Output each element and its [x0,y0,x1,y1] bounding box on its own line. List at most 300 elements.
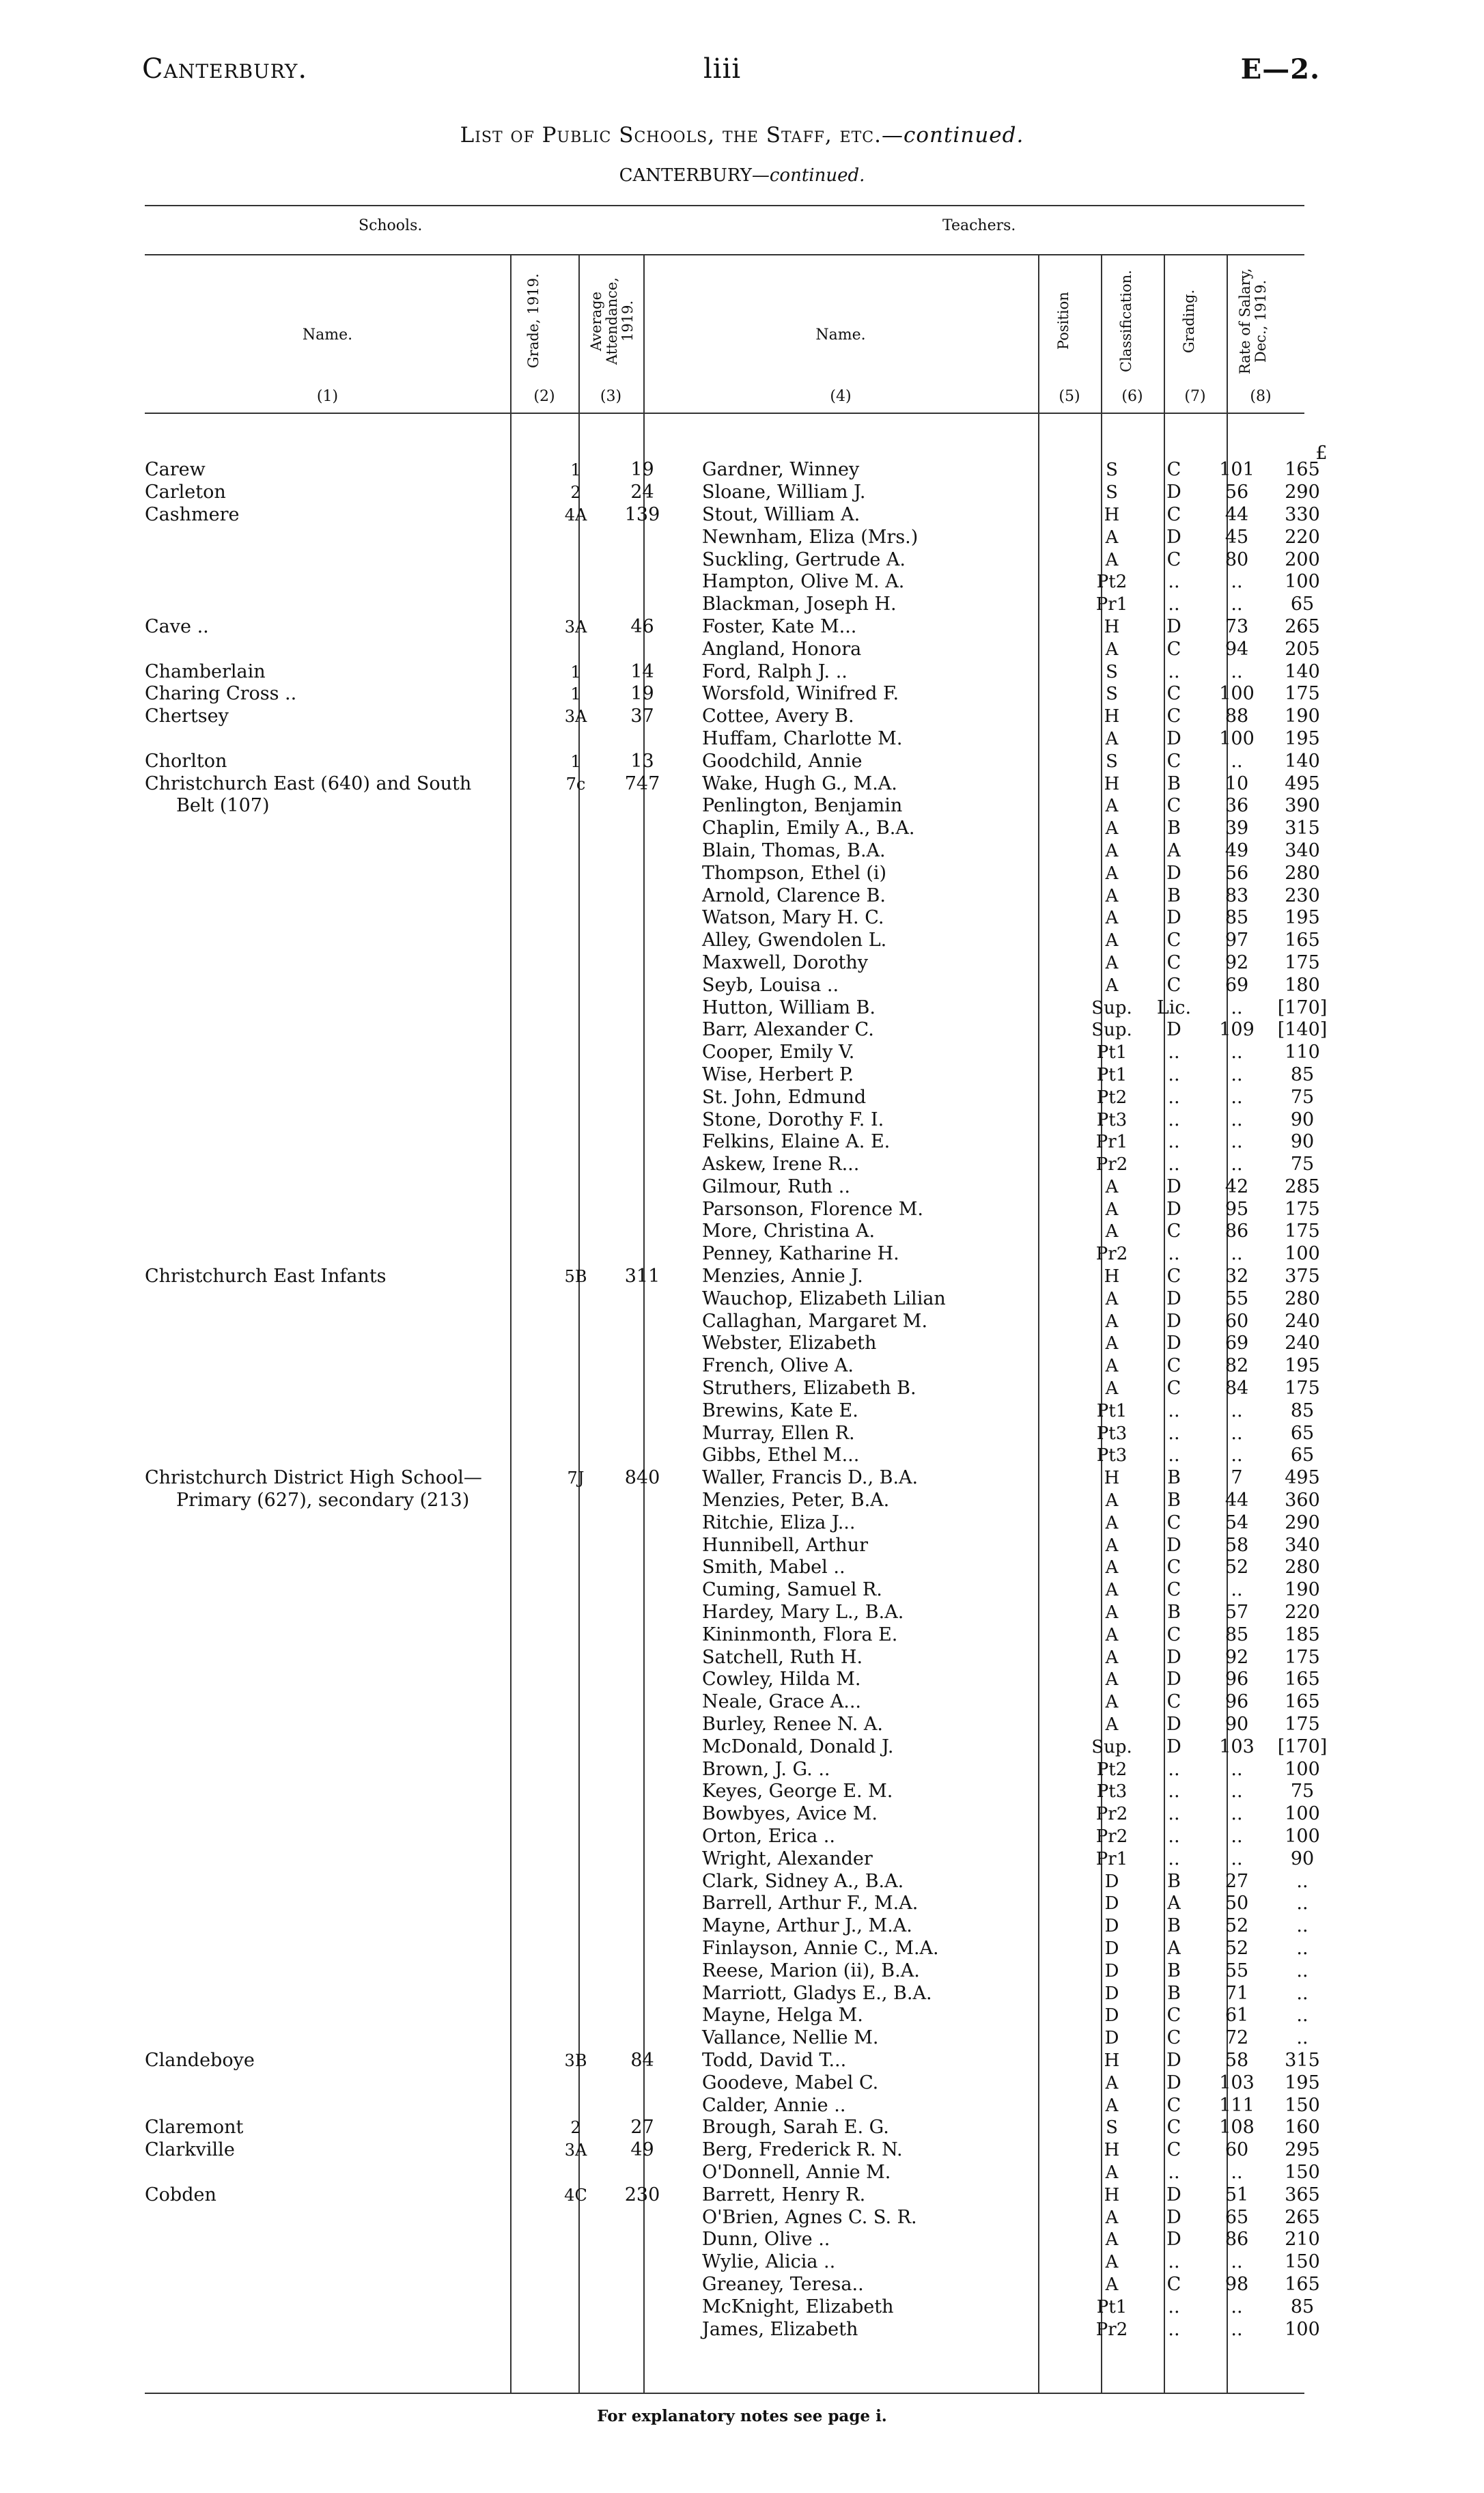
table-row [145,2139,1336,2162]
position-cell: Sup. [1091,1020,1132,1041]
teacher-name-cell: Arnold, Clarence B. [702,885,886,906]
table-row [145,2117,1336,2139]
page-title [0,123,1484,148]
grade-cell [542,1154,610,1176]
salary-cell: .. [1296,2027,1308,2049]
grading-cell: 96 [1224,1669,1249,1690]
salary-cell: [170] [1277,997,1328,1018]
grading-cell: 55 [1224,1960,1249,1981]
position-cell: A [1105,1535,1119,1556]
position-cell: A [1105,639,1119,660]
position-cell: A [1105,1333,1119,1354]
table-row [145,930,1336,952]
school-name-cell [145,2184,542,2206]
classification-cell: .. [1168,2251,1180,2273]
salary-cell: 375 [1285,1266,1320,1287]
school-name-cell [145,482,542,504]
school-name-cell [145,2072,542,2094]
classification-cell: D [1166,1310,1181,1332]
table-row [145,862,1336,885]
school-name-cell [145,2296,542,2318]
grading-cell: .. [1231,1803,1243,1825]
table-row [145,2005,1336,2027]
classification-cell: A [1167,1937,1181,1959]
classification-cell: .. [1168,2296,1180,2317]
school-name: Chertsey [145,706,233,727]
classification-cell: D [1166,1669,1181,1690]
classification-cell: A [1167,1893,1181,1914]
grading-cell: .. [1231,1422,1243,1444]
position-cell: A [1105,1512,1119,1533]
teacher-name-cell: Calder, Annie .. [702,2094,846,2116]
attendance-cell [610,907,675,930]
teacher-name-cell: Cottee, Avery B. [702,706,854,727]
salary-cell: 185 [1285,1624,1320,1645]
salary-cell: 280 [1285,1287,1320,1309]
grade-cell [542,2094,610,2117]
attendance-cell [610,548,675,571]
school-name [145,2229,149,2250]
school-name [145,2027,149,2048]
school-name-cell [145,2027,542,2050]
position-cell: Pt3 [1096,1109,1128,1130]
school-name [145,1983,149,2004]
classification-cell: C [1166,459,1181,481]
school-name [145,1848,149,1869]
attendance-cell [610,1243,675,1266]
grading-cell: 84 [1224,1378,1249,1399]
position-cell: A [1105,1602,1119,1624]
teacher-name-cell: Webster, Elizabeth [702,1333,877,1354]
table-row [145,1198,1336,1221]
grade-cell: 1 [570,751,581,771]
teacher-name-cell: Dunn, Olive .. [702,2229,830,2251]
table-row [145,1467,1336,1490]
school-name-cell [145,862,542,885]
attendance-cell [610,1915,675,1938]
school-name [145,1423,149,1444]
teacher-name-cell: Cuming, Samuel R. [702,1579,882,1601]
attendance-cell [610,1758,675,1781]
table-row [145,571,1336,594]
col-salary-header: Rate of Salary, Dec., 1919. [1237,268,1270,374]
salary-cell: [170] [1277,1736,1328,1757]
classification-cell: .. [1168,571,1180,593]
position-cell: H [1104,1266,1120,1287]
school-name [145,907,149,928]
school-name-cell [145,1803,542,1826]
teacher-name-cell: Clark, Sidney A., B.A. [702,1870,904,1892]
grade-cell [542,571,610,594]
classification-cell: D [1166,1646,1181,1668]
grade-cell [542,1399,610,1422]
grading-cell: 97 [1224,930,1249,951]
salary-cell: 340 [1285,1534,1320,1556]
grading-cell: 36 [1224,795,1249,817]
school-name [145,1400,149,1421]
table-row [145,840,1336,863]
salary-cell: 75 [1290,1154,1315,1175]
school-name [145,571,149,592]
position-cell: D [1104,1893,1119,1914]
teacher-name-cell: Goodchild, Annie [702,750,863,772]
school-name [145,840,149,861]
grade-cell [542,2162,610,2184]
grade-cell [542,1243,610,1266]
teacher-name-cell: Orton, Erica .. [702,1826,835,1847]
grade-cell [542,2296,610,2318]
attendance-cell: 311 [624,1266,660,1287]
table-row [145,795,1336,818]
grading-cell: .. [1231,997,1243,1018]
attendance-cell [610,2229,675,2251]
teacher-name-cell: Waller, Francis D., B.A. [702,1467,919,1489]
table-row [145,1736,1336,1758]
attendance-cell [610,1176,675,1199]
school-name-cell [145,1042,542,1064]
position-cell: Pr1 [1095,1132,1128,1153]
salary-cell: 240 [1285,1333,1320,1354]
position-cell: Pr2 [1095,1244,1128,1265]
salary-cell: 175 [1285,1714,1320,1736]
salary-cell: .. [1296,2005,1308,2027]
position-cell: S [1106,751,1118,772]
salary-cell: [140] [1277,1019,1328,1041]
school-name [145,1199,149,1220]
attendance-cell: 84 [630,2049,654,2071]
grading-cell: 103 [1219,1736,1255,1757]
school-name-cell [145,1915,542,1938]
teacher-name-cell: Huffam, Charlotte M. [702,727,903,749]
position-cell: Pr1 [1095,594,1128,615]
grade-cell [542,1512,610,1534]
school-name [145,1826,149,1847]
grade-cell [542,1915,610,1938]
classification-cell: B [1167,772,1181,794]
position-cell: A [1105,2229,1119,2251]
classification-cell: D [1166,615,1181,637]
school-name-cell [145,2005,542,2027]
classification-cell: D [1166,862,1181,884]
attendance-cell [610,1445,675,1467]
salary-cell: 330 [1285,503,1320,525]
grading-cell: 83 [1224,885,1249,906]
attendance-cell [610,1893,675,1915]
school-name [145,863,149,884]
school-name-cell [145,1826,542,1848]
grade-cell: 1 [570,662,581,682]
school-name [145,2319,149,2340]
classification-cell: D [1166,1019,1181,1041]
teacher-name-cell: Penney, Katharine H. [702,1243,899,1265]
school-name [145,1669,149,1690]
school-name [145,1602,149,1623]
bottom-rule [145,2393,1304,2394]
teacher-name-cell: Foster, Kate M... [702,615,857,637]
teacher-name-cell: Wake, Hugh G., M.A. [702,772,897,794]
attendance-cell [610,1982,675,2005]
school-name: Cashmere [145,504,243,525]
attendance-cell [610,1086,675,1109]
salary-cell: 160 [1285,2117,1320,2139]
classification-cell: .. [1168,660,1180,682]
staff-table [145,459,1336,2341]
table-row [145,1557,1336,1579]
teacher-name-cell: Alley, Gwendolen L. [702,930,887,951]
school-name-cell [145,1243,542,1266]
col-teacher-name-header: Name. [815,326,866,344]
teacher-name-cell: Wylie, Alicia .. [702,2251,836,2273]
grade-cell [542,548,610,571]
attendance-cell [610,974,675,997]
teacher-name-cell: French, Olive A. [702,1355,854,1377]
teacher-name-cell: Parsonson, Florence M. [702,1198,923,1220]
teacher-name-cell: James, Elizabeth [702,2318,858,2340]
grading-cell: 92 [1224,1646,1249,1668]
running-head-right: E—2. [1240,53,1320,85]
school-name [145,1871,149,1892]
grade-cell: 4A [564,505,587,525]
position-cell: A [1105,2072,1119,2093]
salary-cell: 290 [1285,1512,1320,1533]
grading-cell: 39 [1224,818,1249,839]
salary-cell: 180 [1285,974,1320,996]
grading-cell: 65 [1224,2206,1249,2228]
attendance-cell [610,1803,675,1826]
school-name [145,527,149,548]
grading-cell: 44 [1224,503,1249,525]
school-name-cell [145,2274,542,2296]
attendance-cell [610,1422,675,1445]
grading-cell: 103 [1219,2072,1255,2093]
salary-cell: 75 [1290,1781,1315,1802]
position-cell: Sup. [1091,1736,1132,1757]
position-cell: A [1105,1692,1119,1713]
grading-cell: 108 [1219,2117,1255,2139]
grading-cell: .. [1231,1579,1243,1601]
classification-cell: A [1167,839,1181,861]
teacher-name-cell: Seyb, Louisa .. [702,974,839,996]
school-name-cell [145,1266,542,1288]
classification-cell: D [1166,1175,1181,1197]
school-name [145,1378,149,1399]
salary-cell: 390 [1285,795,1320,817]
position-cell: Sup. [1091,997,1132,1018]
grading-cell: 60 [1224,1310,1249,1332]
col-grading-header: Grading. [1181,289,1197,353]
grade-cell: 2 [570,483,581,503]
grade-cell: 3A [564,707,587,727]
position-cell: A [1105,1669,1119,1690]
salary-cell: 85 [1290,1399,1315,1421]
teacher-name-cell: Vallance, Nellie M. [702,2027,879,2049]
table-row [145,974,1336,997]
table-row [145,1333,1336,1355]
grading-cell: 10 [1224,772,1249,794]
position-cell: A [1105,818,1119,839]
salary-cell: 315 [1285,2049,1320,2071]
table-row [145,1960,1336,1982]
salary-cell: 175 [1285,1646,1320,1668]
classification-cell: B [1167,885,1181,906]
position-cell: S [1106,460,1118,481]
grading-cell: 55 [1224,1287,1249,1309]
school-name-cell [145,2094,542,2117]
school-name-cell [145,1758,542,1781]
table-row [145,885,1336,907]
school-name-cell [145,1579,542,1602]
position-cell: A [1105,2252,1119,2273]
attendance-cell: 19 [630,683,654,705]
school-name [145,1691,149,1712]
teacher-name-cell: Penlington, Benjamin [702,795,903,817]
attendance-cell [610,1624,675,1646]
school-name [145,1445,149,1466]
grading-cell: 52 [1224,1937,1249,1959]
school-name-cell [145,2117,542,2139]
grading-cell: .. [1231,1243,1243,1265]
school-name-cell [145,1154,542,1176]
school-name [145,818,149,839]
teacher-name-cell: Callaghan, Margaret M. [702,1310,928,1332]
teacher-name-cell: Kininmonth, Flora E. [702,1624,898,1645]
classification-cell: .. [1168,2161,1180,2183]
school-name [145,1736,149,1757]
grading-cell: 109 [1219,1019,1255,1041]
grade-cell [542,885,610,907]
classification-cell: .. [1168,1131,1180,1153]
salary-cell: 85 [1290,1063,1315,1085]
classification-cell: C [1166,1557,1181,1578]
classification-cell: .. [1168,1109,1180,1130]
school-name-cell [145,2206,542,2229]
grade-cell [542,1557,610,1579]
salary-cell: 230 [1285,885,1320,906]
school-name [145,1311,149,1332]
attendance-cell [610,526,675,548]
page-subtitle-emph: continued. [769,165,865,186]
salary-cell: 75 [1290,1086,1315,1108]
table-row [145,2162,1336,2184]
school-name [145,2005,149,2026]
classification-cell: C [1166,1691,1181,1713]
classification-cell: .. [1168,1063,1180,1085]
classification-cell: .. [1168,1154,1180,1175]
teacher-name-cell: McDonald, Donald J. [702,1736,894,1757]
attendance-cell [610,594,675,616]
classification-cell: D [1166,1198,1181,1220]
table-row [145,1131,1336,1154]
salary-cell: 85 [1290,2296,1315,2317]
grade-cell [542,952,610,975]
table-row [145,1714,1336,1736]
table-row [145,2027,1336,2050]
salary-cell: 100 [1285,1758,1320,1780]
attendance-cell [610,1310,675,1333]
school-name-cell [145,1399,542,1422]
classification-cell: B [1167,818,1181,839]
school-name-cell [145,660,542,683]
school-name [145,2162,149,2183]
school-name [145,1512,149,1533]
salary-cell: 100 [1285,1243,1320,1265]
attendance-cell [610,1691,675,1714]
salary-cell: 100 [1285,1803,1320,1825]
salary-cell: 220 [1285,1602,1320,1624]
classification-cell: B [1167,1467,1181,1489]
position-cell: A [1105,1647,1119,1668]
school-name [145,1355,149,1376]
salary-cell: 100 [1285,571,1320,593]
school-name-cell [145,818,542,840]
teacher-name-cell: Cooper, Emily V. [702,1042,855,1063]
teacher-name-cell: Maxwell, Dorothy [702,951,869,973]
teacher-name-cell: Gardner, Winney [702,459,860,481]
salary-cell: .. [1296,1937,1308,1959]
grade-cell [542,1602,610,1624]
table-row [145,2229,1336,2251]
teacher-name-cell: Todd, David T... [702,2049,847,2071]
salary-cell: 195 [1285,1355,1320,1377]
grade-cell [542,1422,610,1445]
salary-cell: 285 [1285,1175,1320,1197]
table-row [145,1042,1336,1064]
salary-cell: 340 [1285,839,1320,861]
school-name [145,1803,149,1824]
attendance-cell [610,1154,675,1176]
table-row [145,2296,1336,2318]
school-name: Christchurch East Infants [145,1266,391,1287]
salary-cell: 495 [1285,1467,1320,1489]
position-cell: Pt2 [1096,572,1128,593]
grade-cell [542,2206,610,2229]
teacher-name-cell: Sloane, William J. [702,482,866,503]
grade-cell: 7c [565,774,586,794]
school-name-cell [145,2318,542,2341]
grading-cell: 85 [1224,907,1249,929]
grading-cell: 88 [1224,706,1249,727]
table-row [145,2094,1336,2117]
teacher-name-cell: Brough, Sarah E. G. [702,2117,889,2139]
grading-cell: 45 [1224,526,1249,548]
grade-cell [542,594,610,616]
position-cell: A [1105,2207,1119,2228]
position-cell: Pr2 [1095,1154,1128,1175]
school-name: Chamberlain [145,661,270,682]
salary-cell: 165 [1285,459,1320,481]
grading-cell: .. [1231,2161,1243,2183]
salary-cell: .. [1296,1893,1308,1914]
grade-cell: 7J [567,1468,585,1488]
classification-cell: .. [1168,2318,1180,2340]
salary-cell: 150 [1285,2251,1320,2273]
grading-cell: 85 [1224,1624,1249,1645]
grading-cell: 100 [1219,683,1255,705]
table-row [145,1848,1336,1870]
table-row [145,1019,1336,1042]
salary-cell: 290 [1285,482,1320,503]
teacher-name-cell: Hampton, Olive M. A. [702,571,905,593]
attendance-cell [610,1602,675,1624]
school-name-cell [145,504,542,527]
grade-cell [542,1848,610,1870]
grade-cell [542,862,610,885]
grading-cell: 32 [1224,1266,1249,1287]
school-name-cell [145,1333,542,1355]
school-name-cell [145,1378,542,1400]
position-cell: Pr2 [1095,1826,1128,1847]
position-cell: A [1105,1176,1119,1197]
